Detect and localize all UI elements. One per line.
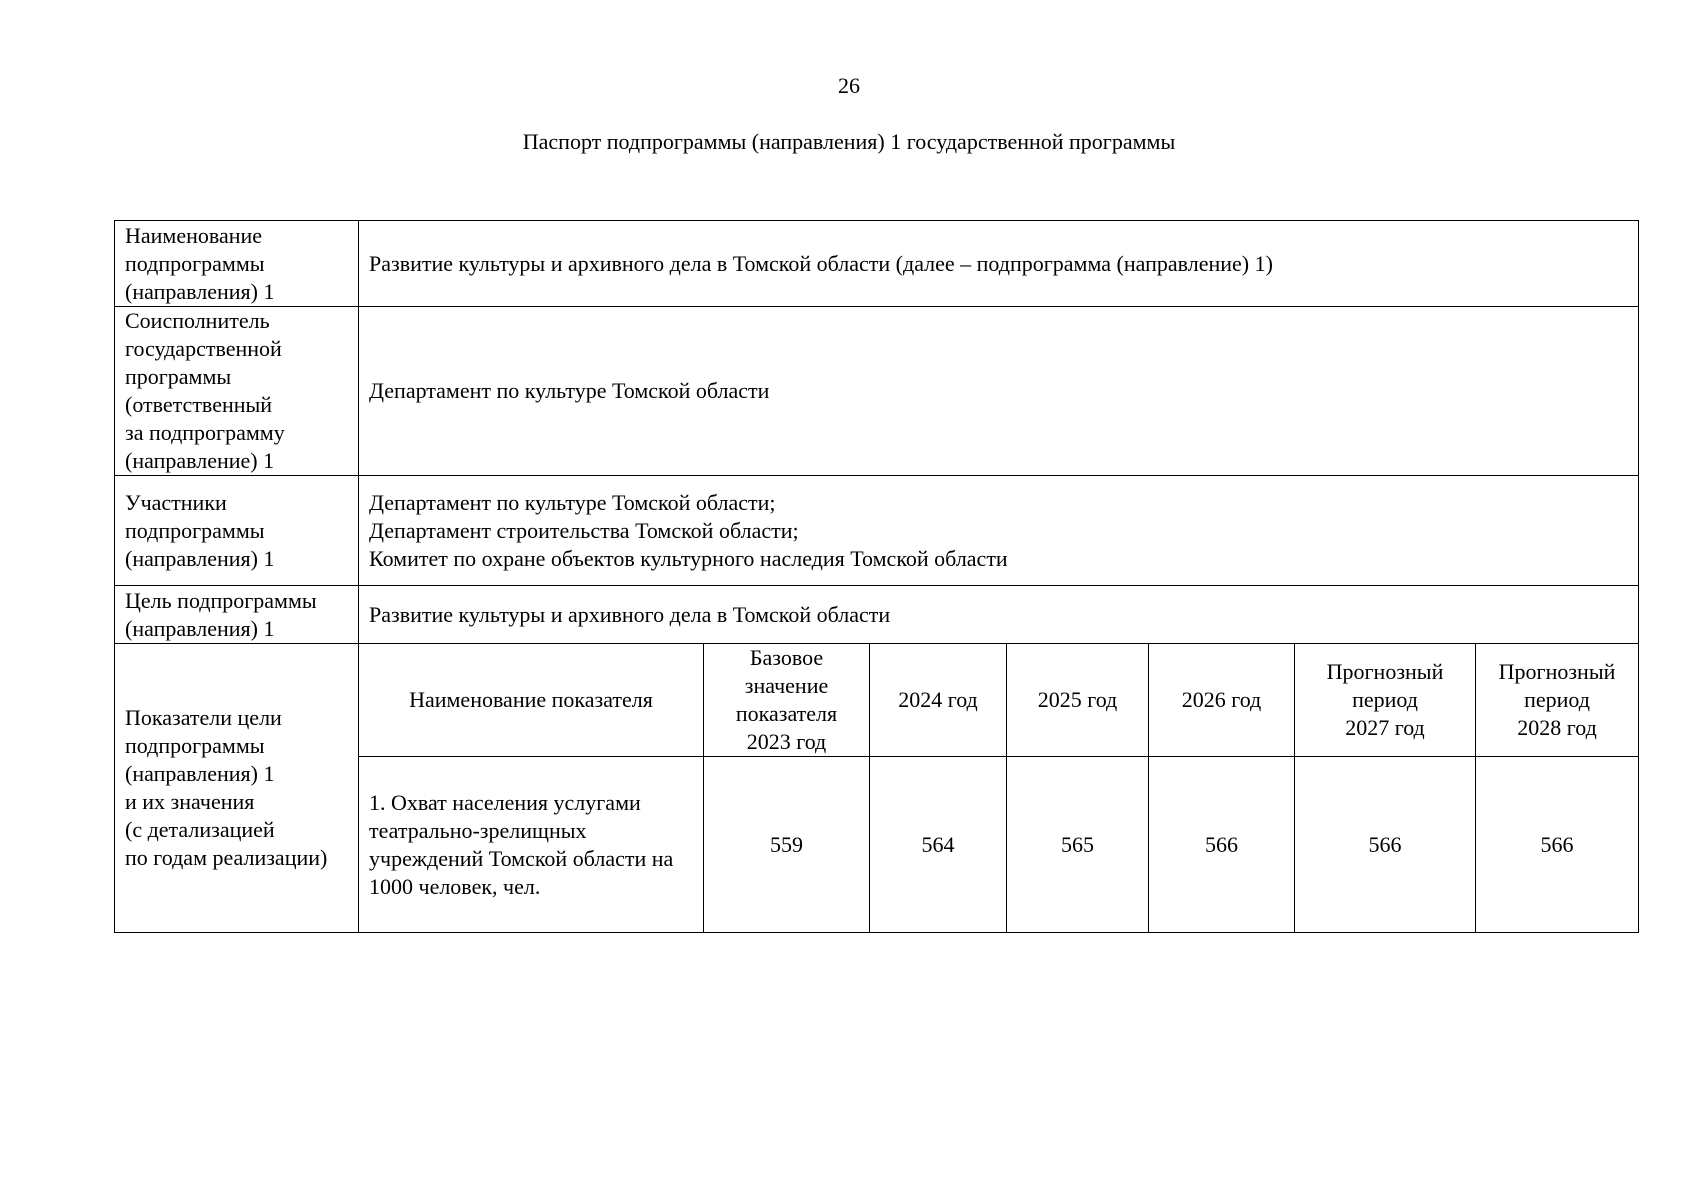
indicator-header-2027: Прогнозный период 2027 год	[1295, 644, 1476, 757]
participant-item: Департамент строительства Томской области;	[369, 517, 799, 543]
row-coexecutor	[115, 307, 1639, 476]
row-goal	[115, 586, 1639, 644]
indicator-header-name: Наименование показателя	[359, 644, 704, 757]
indicator-value-2026: 566	[1149, 757, 1295, 933]
goal-value: Развитие культуры и архивного дела в Томской области	[359, 586, 1639, 644]
page-number: 26	[838, 73, 860, 98]
row-subprogram-name	[115, 221, 1639, 307]
indicator-header-2028: Прогнозный период 2028 год	[1476, 644, 1639, 757]
subprogram-name-label: Наименование подпрограммы (направления) 1	[115, 221, 359, 307]
indicator-header-2024: 2024 год	[870, 644, 1007, 757]
passport-table	[114, 220, 1639, 933]
indicator-base-value: 559	[704, 757, 870, 933]
indicator-value-2024: 564	[870, 757, 1007, 933]
subprogram-name-value: Развитие культуры и архивного дела в Томской области (далее – подпрограмма (направление) 1)	[359, 221, 1639, 307]
participant-item: Комитет по охране объектов культурного наследия Томской области	[369, 545, 1008, 571]
indicator-value-2025: 565	[1007, 757, 1149, 933]
indicator-header-base: Базовое значение показателя 2023 год	[704, 644, 870, 757]
participants-list	[359, 476, 1639, 586]
indicator-header-2026: 2026 год	[1149, 644, 1295, 757]
participant-item: Департамент по культуре Томской области;	[369, 489, 776, 515]
indicator-header-2025: 2025 год	[1007, 644, 1149, 757]
goal-label: Цель подпрограммы (направления) 1	[115, 586, 359, 644]
document-title: Паспорт подпрограммы (направления) 1 государственной программы	[522, 129, 1176, 154]
row-indicator-headers	[115, 644, 1639, 757]
coexecutor-value: Департамент по культуре Томской области	[359, 307, 1639, 476]
indicators-label: Показатели цели подпрограммы (направления) 1 и их значения (с детализацией по годам реализации)	[115, 644, 359, 933]
coexecutor-label: Соисполнитель государственной программы (ответственный за подпрограмму (направление) 1	[115, 307, 359, 476]
row-participants	[115, 476, 1639, 586]
indicator-name: 1. Охват населения услугами театрально-зрелищных учреждений Томской области на 1000 человек, чел.	[359, 757, 704, 933]
indicator-value-2027: 566	[1295, 757, 1476, 933]
participants-label: Участники подпрограммы (направления) 1	[115, 476, 359, 586]
indicator-value-2028: 566	[1476, 757, 1639, 933]
